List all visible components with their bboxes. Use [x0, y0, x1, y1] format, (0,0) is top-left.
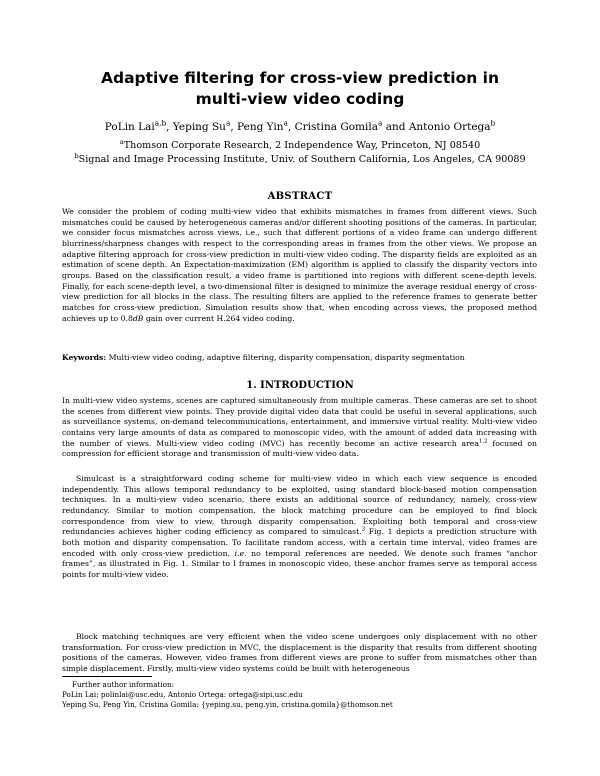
keywords-label: Keywords:: [62, 353, 107, 362]
citation: 3: [361, 526, 366, 533]
author-affiliation-mark: a: [378, 118, 383, 128]
affiliation-mark: a: [119, 137, 124, 146]
author-name: Antonio Ortega: [408, 121, 491, 133]
paragraph-text: no temporal references are needed. We denote such frames “anchor frames”, as illustrated in Fig. 1. Similar to I frames in monoscopic video, these anchor frames serve as temporal access points for multi-view video.: [62, 548, 538, 579]
author-affiliation-mark: a,b: [154, 118, 167, 128]
author-name: Yeping Su: [172, 121, 226, 133]
author-separator: ,: [287, 121, 295, 133]
footnote-line-1: PoLin Lai: polinlai@usc.edu, Antonio Ortega: ortega@sipi.usc.edu: [62, 690, 303, 699]
author-separator: ,: [166, 121, 173, 133]
affiliation-a: [40, 139, 560, 152]
author-conjunction: and: [382, 121, 409, 133]
author-affiliation-mark: a: [283, 118, 288, 128]
section-heading-introduction: 1. INTRODUCTION: [246, 380, 354, 391]
citation: 1,2: [478, 438, 488, 445]
author-affiliation-mark: a: [225, 118, 231, 128]
author-name: Peng Yin: [237, 121, 284, 133]
abstract-text-end: gain over current H.264 video coding.: [143, 313, 295, 323]
affiliation-b: [40, 153, 560, 166]
paragraph-text: Simulcast is a straightforward coding scheme for multi-view video in which each view sequence is encoded independently. This allows temporal redundancy to be exploited, using standard block-based motion compensation techniques. In a multi-view video scenario, there exists an additional source of redundancy, namely, cross-view redundancy. Similar to motion compensation, the block matching procedure can be employed to find block correspondence from view to view, through disparity compensation. Exploiting both temporal and cross-view redundancies achieves higher coding efficiency as compared to simulcast.: [62, 474, 537, 537]
paragraph-text: In multi-view video systems, scenes are captured simultaneously from multiple cameras. These cameras are set to shoot the scenes from different view points. They provide digital video data that could be useful in several applications, such as surveillance systems, on-demand telecommunications, entertainment, and immersive virtual reality. Multi-view video contains very large amounts of data as compared to monoscopic video, with the amount of added data increasing with the number of views. Multi-view video coding (MVC) has recently become an active research area: [62, 396, 537, 448]
author-affiliation-mark: b: [490, 118, 496, 128]
affiliation-mark: b: [74, 151, 79, 160]
title-line-2: multi-view video coding: [195, 90, 405, 108]
paper-title: [60, 68, 540, 110]
footnote-heading: Further author information:: [72, 680, 175, 689]
affiliation-text: Signal and Image Processing Institute, Univ. of Southern California, Los Angeles, CA 90089: [78, 154, 526, 165]
footnote-line-2: Yeping Su, Peng Yin, Cristina Gomila: {yeping.su, peng.yin, cristina.gomila}@thomson.net: [62, 700, 393, 709]
paragraph-italic: i.e.: [234, 548, 247, 558]
keywords-text: Multi-view video coding, adaptive filtering, disparity compensation, disparity segmentation: [106, 353, 465, 362]
abstract-text: We consider the problem of coding multi-view video that exhibits mismatches in frames from different views. Such mismatches could be caused by heterogeneous cameras and/or different shooting positions of the cameras. In particular, we consider focus mismatches across views, i.e., such that different portions of a video frame can undergo different blurriness/sharpness changes with respect to the corresponding areas in frames from the other views. We propose an adaptive filtering approach for cross-view prediction in multi-view video coding. The disparity fields are exploited as an estimation of scene depth. An Expectation-maximization (EM) algorithm is applied to classify the disparity vectors into groups. Based on the classification result, a video frame is partitioned into regions with different scene-depth levels. Finally, for each scene-depth level, a two-dimensional filter is designed to minimize the average residual energy of cross-view prediction for all blocks in the class. The resulting filters are applied to the reference frames to generate better matches for cross-view prediction. Simulation results show that, when encoding across views, the proposed method achieves up to 0.8: [62, 207, 537, 323]
intro-paragraph-1: [62, 396, 537, 460]
abstract-unit: dB: [132, 313, 144, 323]
keywords: [62, 353, 537, 364]
intro-paragraph-2: [62, 474, 537, 581]
author-separator: ,: [230, 121, 238, 133]
abstract-heading: ABSTRACT: [267, 191, 333, 202]
footnote-rule: [62, 676, 152, 677]
author-name: Cristina Gomila: [294, 121, 378, 133]
author-name: PoLin Lai: [104, 121, 155, 133]
affiliation-text: Thomson Corporate Research, 2 Independence Way, Princeton, NJ 08540: [123, 140, 481, 151]
author-list: [40, 120, 560, 134]
paragraph-text: focused on compression for efficient storage and transmission of multi-view video data.: [62, 438, 537, 459]
intro-paragraph-3: Block matching techniques are very efficient when the video scene undergoes only displacement with no other transformation. For cross-view prediction in MVC, the displacement is the disparity that results from different shooting positions of the cameras. However, video frames from different views are prone to suffer from mismatches other than simple displacement. Firstly, multi-view video systems could be built with heterogeneous: [62, 632, 537, 673]
title-line-1: Adaptive filtering for cross-view prediction in: [100, 69, 500, 87]
abstract-body: [62, 207, 537, 324]
paragraph-text: Fig. 1 depicts a prediction structure with both motion and disparity compensation. To facilitate random access, with a certain time interval, video frames are encoded with only cross-view prediction,: [62, 527, 537, 558]
